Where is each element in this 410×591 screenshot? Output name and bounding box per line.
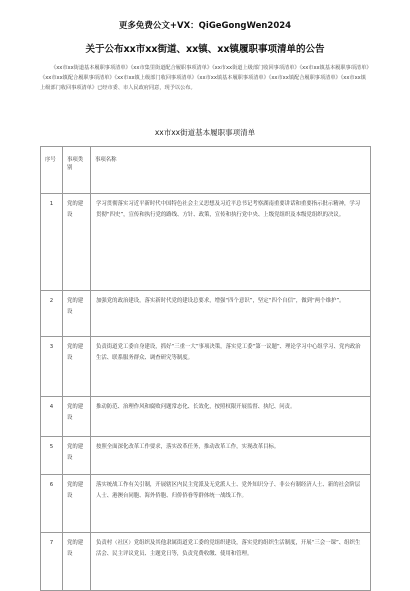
row-number: 3 <box>41 337 63 397</box>
table-row <box>41 397 371 437</box>
header-number: 序号 <box>41 147 63 194</box>
row-number: 1 <box>41 194 63 291</box>
row-category: 党的建设 <box>63 397 91 437</box>
row-category: 党的建设 <box>63 475 91 533</box>
row-number: 2 <box>41 291 63 337</box>
row-category: 党的建设 <box>63 291 91 337</box>
table-header-row <box>41 147 371 194</box>
document-title: 关于公布xx市xx街道、xx镇、xx镇履职事项清单的公告 <box>85 44 325 55</box>
row-item-name: 按照全面深化改革工作要求，落实改革任务，推动改革工作，实现改革目标。 <box>91 437 371 475</box>
table-row <box>41 194 371 291</box>
table-title: xx市xx街道基本履职事项清单 <box>154 128 256 137</box>
table-row <box>41 533 371 591</box>
row-item-name: 推动防范、治理作风和腐败问题常态化、长效化，按照权限开展监督、执纪、问责。 <box>91 397 371 437</box>
table-row <box>41 291 371 337</box>
row-category: 党的建设 <box>63 194 91 291</box>
row-category: 党的建设 <box>63 337 91 397</box>
row-item-name: 落实统战工作有关引制，开展辖区内民主党派及无党派人士、党外知识分子、非公有制经济人士、新的社会阶层人士、港澳台同胞、海外侨胞、归侨侨眷等群体统一战线工作。 <box>91 475 371 533</box>
row-number: 5 <box>41 437 63 475</box>
row-item-name: 负责街道党工委自身建设，抓好“三重一大”事项决策，落实党工委“第一议题”、理论学习中心组学习、党内政治生活、联系服务群众、调查研究等制度。 <box>91 337 371 397</box>
row-number: 7 <box>41 533 63 591</box>
row-item-name: 负责村（社区）党组织及其他隶属街道党工委的党组织建设，落实党的组织生活制度，开展“三会一课”、组织生活会、民主评议党员、主题党日等，负责党费收缴、使用和管理。 <box>91 533 371 591</box>
header-category: 事项类别 <box>63 147 91 194</box>
row-number: 4 <box>41 397 63 437</box>
row-item-name: 学习贯彻落实习近平新时代中国特色社会主义思想及习近平总书记考察湖南重要讲话和重要指示批示精神，学习贯彻“四史”，宣传和执行党的路线、方针、政策，宣传和执行党中央、上级党组织及本级党组织的决议。 <box>91 194 371 291</box>
duty-items-table <box>40 146 371 591</box>
row-category: 党的建设 <box>63 437 91 475</box>
intro-paragraph: 《xx市xx街道基本履职事项清单》《xx市集里街道配合履职事项清单》《xx市xx街道上级部门收回事项清单》《xx市xx镇基本履职事项清单》《xx市xx镇配合履职事项清单》《xx市xx镇上级部门收回事项清单》《xx市xx镇基本履职事项清单》《xx市xx镇配合履职事项清单》《xx市xx镇上级部门收回事项清单》已经市委、市人民政府同意，现予以公布。 <box>40 65 369 91</box>
row-number: 6 <box>41 475 63 533</box>
watermark-text: 更多免费公文+VX：QiGeGongWen2024 <box>118 21 292 31</box>
row-category: 党的建设 <box>63 533 91 591</box>
table-row <box>41 337 371 397</box>
table-row <box>41 437 371 475</box>
row-item-name: 加强党的政治建设，落实新时代党的建设总要求，增强“四个意识”，坚定“四个自信”，做到“两个维护”。 <box>91 291 371 337</box>
table-row <box>41 475 371 533</box>
header-item-name: 事项名称 <box>91 147 371 194</box>
